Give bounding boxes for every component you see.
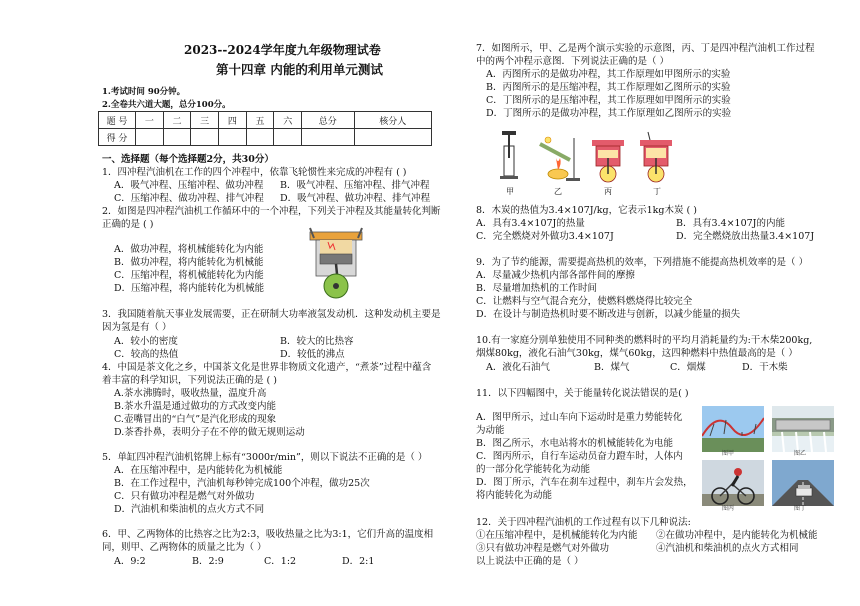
figure-jia [500, 131, 518, 179]
q12-statement-3: ③只有做功冲程是燃气对外做功 [476, 543, 610, 554]
q8-stem: 8．木炭的热值为3.4×107J/kg，它表示1kg木炭 ( ) [476, 205, 697, 216]
exam-subtitle: 第十四章 内能的利用单元测试 [216, 62, 383, 77]
q5-option-d: D．汽油机和柴油机的点火方式不同 [114, 504, 265, 515]
q1-option-c: C．压缩冲程、做功冲程、排气冲程 [114, 193, 264, 204]
note-2: 2.全卷共六道大题，总分100分。 [102, 100, 231, 110]
q9-option-c: C．让燃料与空气混合充分，使燃料燃烧得比较完全 [476, 296, 693, 307]
q2-option-a: A．做功冲程，将机械能转化为内能 [114, 244, 264, 255]
q3-option-a: A．较小的密度 [114, 336, 178, 347]
score-input[interactable] [354, 129, 431, 146]
q1-option-d: D．吸气冲程、做功冲程、排气冲程 [280, 193, 431, 204]
q5-option-b: B．在工作过程中，汽油机每秒钟完成100个冲程，做功25次 [114, 478, 370, 489]
q7-option-c: C．丁图所示的是压缩冲程，其工作原理如甲图所示的实验 [486, 95, 731, 106]
q12-statement-2: ②在做功冲程中，是内能转化为机械能 [656, 530, 818, 541]
q11-caption-jia: 图甲 [722, 450, 735, 457]
q3-stem-2: 因为氢是有（ ） [102, 322, 172, 333]
q11-option-d-1: D．图丁所示，汽车在刹车过程中，刹车片会发热， [476, 477, 693, 488]
score-input[interactable] [246, 129, 274, 146]
q7-option-d: D．丁图所示的是做功冲程，其工作原理如乙图所示的实验 [486, 108, 732, 119]
braking-car-image [772, 460, 834, 506]
q11-option-a-1: A．图甲所示，过山车向下运动时是重力势能转化 [476, 412, 683, 423]
q1-option-a: A．吸气冲程、压缩冲程、做功冲程 [114, 180, 264, 191]
q6-option-d: D．2:1 [342, 556, 375, 567]
q10-stem-1: 10.有一家庭分别单独使用不同种类的燃料时的平均月消耗量约为:干木柴200kg, [476, 335, 813, 346]
figure-ding [640, 132, 672, 182]
q3-option-b: B．较大的比热容 [280, 336, 354, 347]
q12-statement-1: ①在压缩冲程中，是机械能转化为内能 [476, 530, 638, 541]
q11-option-a-2: 为动能 [476, 425, 505, 436]
section-heading: 一、选择题（每个选择题2分，共30分） [102, 154, 274, 165]
q8-option-d: D．完全燃烧放出热量3.4×107J [676, 231, 815, 242]
q7-label-ding: 丁 [653, 187, 661, 196]
q6-stem-1: 6．甲、乙两物体的比热容之比为2:3，吸收热量之比为3:1，它们升高的温度相 [102, 529, 434, 540]
q8-option-b: B．具有3.4×107J的内能 [676, 218, 785, 229]
q11-caption-ding: 图丁 [794, 505, 807, 512]
q2-option-b: B．做功冲程，将内能转化为机械能 [114, 257, 264, 268]
q4-option-a: A.茶水沸腾时，吸收热量，温度升高 [114, 388, 267, 399]
q11-caption-bing: 图丙 [722, 505, 735, 512]
q8-option-a: A．具有3.4×107J的热量 [476, 218, 585, 229]
q5-option-c: C．只有做功冲程是燃气对外做功 [114, 491, 255, 502]
q10-option-b: B．煤气 [594, 362, 630, 373]
q1-stem: 1．四冲程汽油机在工作的四个冲程中，依靠飞轮惯性来完成的冲程有 ( ) [102, 167, 407, 178]
score-table [98, 111, 432, 146]
q3-option-d: D．较低的沸点 [280, 349, 345, 360]
q8-option-c: C．完全燃烧对外做功3.4×107J [476, 231, 614, 242]
engine-stroke-figure [300, 224, 372, 300]
q9-option-b: B．尽量增加热机的工作时间 [476, 283, 597, 294]
score-table-header-row [99, 112, 432, 129]
q9-option-a: A．尽量减少热机内部各部件间的摩擦 [476, 270, 635, 281]
score-cell: 题 号 [99, 112, 136, 129]
score-input[interactable] [274, 129, 302, 146]
q4-stem-1: 4．中国是茶文化之乡，中国茶文化是世界非物质文化遗产，“煮茶”过程中蕴含 [102, 362, 432, 373]
q7-stem-1: 7．如图所示，甲、乙是两个演示实验的示意图，丙、丁是四冲程汽油机工作过程 [476, 43, 815, 54]
score-cell: 六 [274, 112, 302, 129]
q7-figures [500, 128, 700, 190]
score-cell: 五 [246, 112, 274, 129]
q6-option-b: B．2:9 [192, 556, 224, 567]
q2-option-d: D．压缩冲程，将内能转化为机械能 [114, 283, 265, 294]
q12-prompt: 以上说法中正确的是（ ） [476, 556, 584, 567]
score-cell: 二 [163, 112, 191, 129]
score-cell: 得 分 [99, 129, 136, 146]
q7-label-jia: 甲 [506, 187, 514, 196]
q6-option-c: C．1:2 [264, 556, 297, 567]
score-input[interactable] [163, 129, 191, 146]
q7-option-a: A．丙图所示的是做功冲程，其工作原理如甲图所示的实验 [486, 69, 731, 80]
q9-option-d: D．在设计与制造热机时要不断改进与创新，以减少能量的损失 [476, 309, 741, 320]
exam-title: 2023--2024学年度九年级物理试卷 [184, 43, 381, 57]
score-cell: 核分人 [354, 112, 431, 129]
q11-stem: 11．以下四幅图中，关于能量转化说法错误的是( ) [476, 388, 689, 399]
score-input[interactable] [136, 129, 164, 146]
q6-option-a: A．9:2 [114, 556, 146, 567]
note-1: 1.考试时间 90分钟。 [102, 87, 186, 97]
score-input[interactable] [219, 129, 247, 146]
q4-stem-2: 着丰富的科学知识，下列说法正确的是 ( ) [102, 375, 277, 386]
q7-option-b: B．丙图所示的是压缩冲程，其工作原理如乙图所示的实验 [486, 82, 731, 93]
q10-option-d: D．干木柴 [742, 362, 788, 373]
score-input[interactable] [191, 129, 219, 146]
q9-stem: 9．为了节约能源，需要提高热机的效率，下列措施不能提高热机效率的是（ ） [476, 257, 809, 268]
q10-option-a: A．液化石油气 [486, 362, 550, 373]
q2-stem-2: 正确的是 ( ) [102, 219, 154, 230]
q11-option-d-2: 将内能转化为动能 [476, 490, 553, 501]
q12-stem: 12．关于四冲程汽油机的工作过程有以下几种说法: [476, 517, 691, 528]
q7-label-yi: 乙 [554, 187, 562, 196]
figure-bing [592, 140, 624, 182]
score-table-score-row [99, 129, 432, 146]
q2-option-c: C．压缩冲程，将机械能转化为内能 [114, 270, 264, 281]
q5-option-a: A．在压缩冲程中，是内能转化为机械能 [114, 465, 283, 476]
q1-option-b: B．吸气冲程、压缩冲程、排气冲程 [280, 180, 430, 191]
q5-stem: 5．单缸四冲程汽油机铭牌上标有“3000r/min”，则以下说法不正确的是（ ） [102, 452, 428, 463]
score-cell: 总分 [302, 112, 355, 129]
q10-stem-2: 烟煤80kg，液化石油气30kg，煤气60kg，这四种燃料中热值最高的是（ ） [476, 348, 798, 359]
q2-stem-1: 2．如图是四冲程汽油机工作循环中的一个冲程，下列关于冲程及其能量转化判断 [102, 206, 441, 217]
score-cell: 一 [136, 112, 164, 129]
q10-option-c: C．烟煤 [670, 362, 706, 373]
q4-option-c: C.壶嘴冒出的“白气”是汽化形成的现象 [114, 414, 277, 425]
q11-caption-yi: 图乙 [794, 450, 807, 457]
q7-stem-2: 中的两个冲程示意图．下列说法正确的是（ ） [476, 56, 670, 67]
q3-option-c: C．较高的热值 [114, 349, 179, 360]
score-cell: 四 [219, 112, 247, 129]
q4-option-b: B.茶水升温是通过做功的方式改变内能 [114, 401, 277, 412]
cyclist-image [702, 460, 764, 506]
q7-label-bing: 丙 [604, 187, 612, 196]
score-input[interactable] [302, 129, 355, 146]
q4-option-d: D.茶香扑鼻，表明分子在不停的做无规则运动 [114, 427, 305, 438]
q11-option-c-2: 的一部分化学能转化为动能 [476, 464, 591, 475]
q12-statement-4: ④汽油机和柴油机的点火方式相同 [656, 543, 799, 554]
q3-stem-1: 3．我国随着航天事业发展需要，正在研制大功率液氢发动机．这种发动机主要是 [102, 309, 441, 320]
q6-stem-2: 同，则甲、乙两物体的质量之比为（ ） [102, 542, 267, 553]
q11-option-b: B．图乙所示，水电站将水的机械能转化为电能 [476, 438, 673, 449]
q11-option-c-1: C．图丙所示，自行车运动员奋力蹬车时，人体内 [476, 451, 683, 462]
hydropower-dam-image [772, 406, 834, 452]
roller-coaster-image [702, 406, 764, 452]
figure-yi [540, 137, 580, 181]
score-cell: 三 [191, 112, 219, 129]
